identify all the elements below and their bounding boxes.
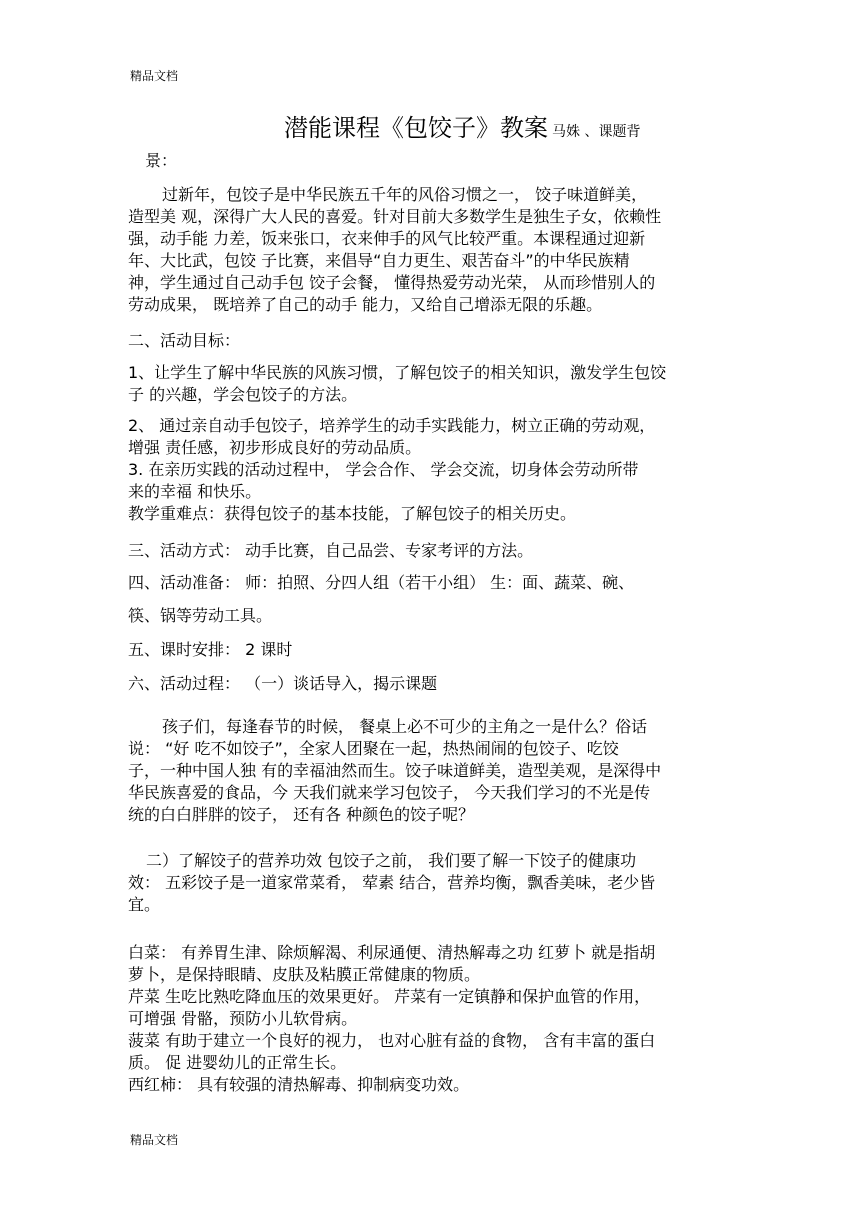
activity-method [128,540,738,562]
process-line: 六、活动过程： （一）谈话导入，揭示课题 [128,674,438,693]
background-line: 造型美 观，深得广大人民的喜爱。针对目前大多数学生是独生子女，依赖性 [128,207,662,226]
document-title [284,108,640,143]
goal-2-line: 教学重难点：获得包饺子的基本技能，了解包饺子的相关历史。 [128,504,577,523]
goal-2-line: 3. 在亲历实践的活动过程中， 学会合作、 学会交流，切身体会劳动所带 [128,460,639,479]
vegetables-line: 西红柿： 具有较强的清热解毒、抑制病变功效。 [128,1075,470,1094]
nutrition-line: 效： 五彩饺子是一道家常菜肴， 荤素 结合，营养均衡，飘香美味，老少皆 [128,873,656,892]
activity-prep [128,572,738,594]
vegetable-benefits [128,942,738,1096]
background-line: 劳动成果， 既培养了自己的动手 能力，又给自己增添无限的乐趣。 [128,295,603,314]
intro-paragraph [128,716,738,826]
goals-heading-line: 二、活动目标： [128,331,241,350]
vegetables-line: 菠菜 有助于建立一个良好的视力， 也对心脏有益的食物， 含有丰富的蛋白 [128,1031,656,1050]
intro-line: 子，一种中国人独 有的幸福油然而生。饺子味道鲜美，造型美观，是深得中 [128,761,662,780]
intro-line: 孩子们，每逢春节的时候， 餐桌上必不可少的主角之一是什么？俗话 [162,717,648,736]
background-paragraph [128,184,738,316]
background-line: 年、大比武，包饺 子比赛，来倡导“自力更生、艰苦奋斗”的中华民族精 [128,251,630,270]
schedule-line: 五、课时安排： 2 课时 [128,640,293,659]
nutrition-paragraph [128,850,738,916]
prep-2-line: 筷、锅等劳动工具。 [128,606,273,625]
vegetables-line: 质。 促 进婴幼儿的正常生长。 [128,1053,347,1072]
activity-prep-continued [128,605,738,627]
goal-item-1 [128,362,738,406]
nutrition-line: 宜。 [128,895,161,914]
background-label [145,150,755,172]
background-line: 强，动手能 力差，饭来张口，衣来伸手的风气比较严重。本课程通过迎新 [128,229,646,248]
method-line: 三、活动方式： 动手比赛，自己品尝、专家考评的方法。 [128,541,534,560]
vegetables-line: 白菜： 有养胃生津、除烦解渴、利尿通便、清热解毒之功 红萝卜 就是指胡 [128,943,656,962]
bg-label-line: 景： [145,151,178,170]
goal-1-line: 1、让学生了解中华民族的风族习惯，了解包饺子的相关知识，激发学生包饺 [128,363,667,382]
intro-line: 统的白白胖胖的饺子， 还有各 种颜色的饺子呢？ [128,805,475,824]
activity-process [128,673,738,695]
goal-2-line: 增强 责任感，初步形成良好的劳动品质。 [128,438,422,457]
class-schedule [128,639,738,661]
background-line: 过新年，包饺子是中华民族五千年的风俗习惯之一， 饺子味道鲜美， [162,185,648,204]
intro-line: 说： “好 吃不如饺子”，全家人团聚在一起，热热闹闹的包饺子、吃饺 [128,739,619,758]
title-main: 潜能课程《包饺子》教案 [284,114,548,142]
vegetables-line: 可增强 骨骼，预防小儿软骨病。 [128,1009,358,1028]
goal-2-line: 来的幸福 和快乐。 [128,482,262,501]
title-author: 马姝 、课题背 [552,124,641,140]
page-header: 精品文档 [130,69,179,83]
goal-item-2 [128,415,738,525]
goal-1-line: 子 的兴趣，学会包饺子的方法。 [128,385,358,404]
nutrition-line: 二）了解饺子的营养功效 包饺子之前， 我们要了解一下饺子的健康功 [146,851,637,870]
prep-1-line: 四、活动准备： 师：拍照、分四人组（若干小组） 生：面、蔬菜、碗、 [128,573,635,592]
goals-heading [128,330,738,352]
vegetables-line: 萝卜，是保持眼睛、皮肤及粘膜正常健康的物质。 [128,965,481,984]
intro-line: 华民族喜爱的食品，今 天我们就来学习包饺子， 今天我们学习的不光是传 [128,783,651,802]
vegetables-line: 芹菜 生吃比熟吃降血压的效果更好。 芹菜有一定镇静和保护血管的作用， [128,987,651,1006]
background-line: 神，学生通过自己动手包 饺子会餐， 懂得热爱劳动光荣， 从而珍惜别人的 [128,273,656,292]
goal-2-line: 2、 通过亲自动手包饺子，培养学生的动手实践能力，树立正确的劳动观， [128,416,656,435]
page-footer: 精品文档 [130,1133,179,1147]
